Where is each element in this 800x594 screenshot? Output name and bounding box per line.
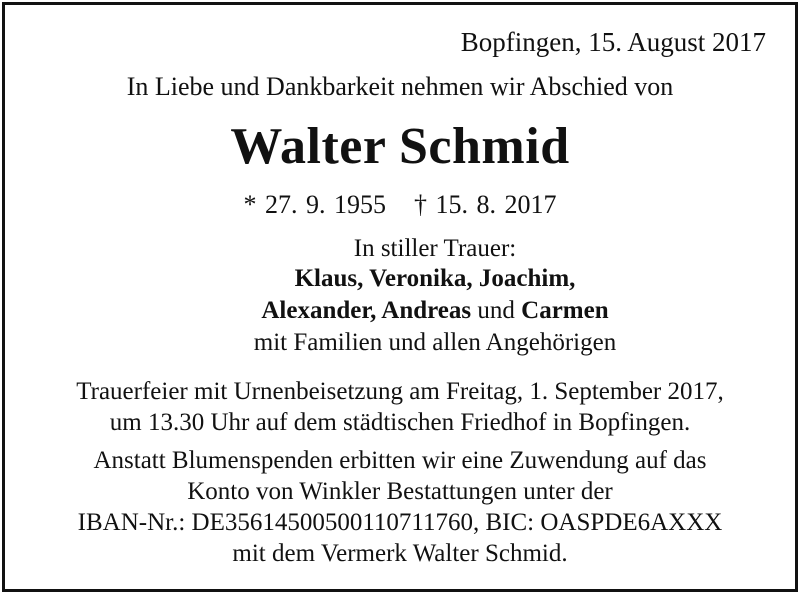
life-dates <box>0 190 800 220</box>
donation-line-3: IBAN-Nr.: DE35614500500110711760, BIC: OASPDE6AXXX <box>77 509 723 536</box>
mourners-names-a: Alexander, Andreas <box>261 297 472 324</box>
ceremony-line-2: um 13.30 Uhr auf dem städtischen Friedhof in Bopfingen. <box>109 409 691 436</box>
mourners-families: mit Familien und allen Angehörigen <box>253 329 617 356</box>
death-date: † 15. 8. 2017 <box>414 190 557 219</box>
donation-line-2: Konto von Winkler Bestattungen unter der <box>187 478 613 505</box>
mourners-and: und <box>477 297 515 324</box>
mourning-label: In stiller Trauer: <box>353 235 517 262</box>
donation-line-1: Anstatt Blumenspenden erbitten wir eine Zuwendung auf das <box>93 447 707 474</box>
deceased-name: Walter Schmid <box>230 118 570 175</box>
mourners-names-b: Carmen <box>521 297 609 324</box>
ceremony-line-1: Trauerfeier mit Urnenbeisetzung am Freitag, 1. September 2017, <box>76 378 724 405</box>
intro-text: In Liebe und Dankbarkeit nehmen wir Abschied von <box>126 72 674 101</box>
donation-line-4: mit dem Vermerk Walter Schmid. <box>232 540 568 567</box>
mourners-line-1: Klaus, Veronika, Joachim, <box>294 265 576 292</box>
mourners-line-2 <box>35 296 800 326</box>
birth-date: * 27. 9. 1955 <box>243 190 386 219</box>
place-date: Bopfingen, 15. August 2017 <box>460 27 766 57</box>
